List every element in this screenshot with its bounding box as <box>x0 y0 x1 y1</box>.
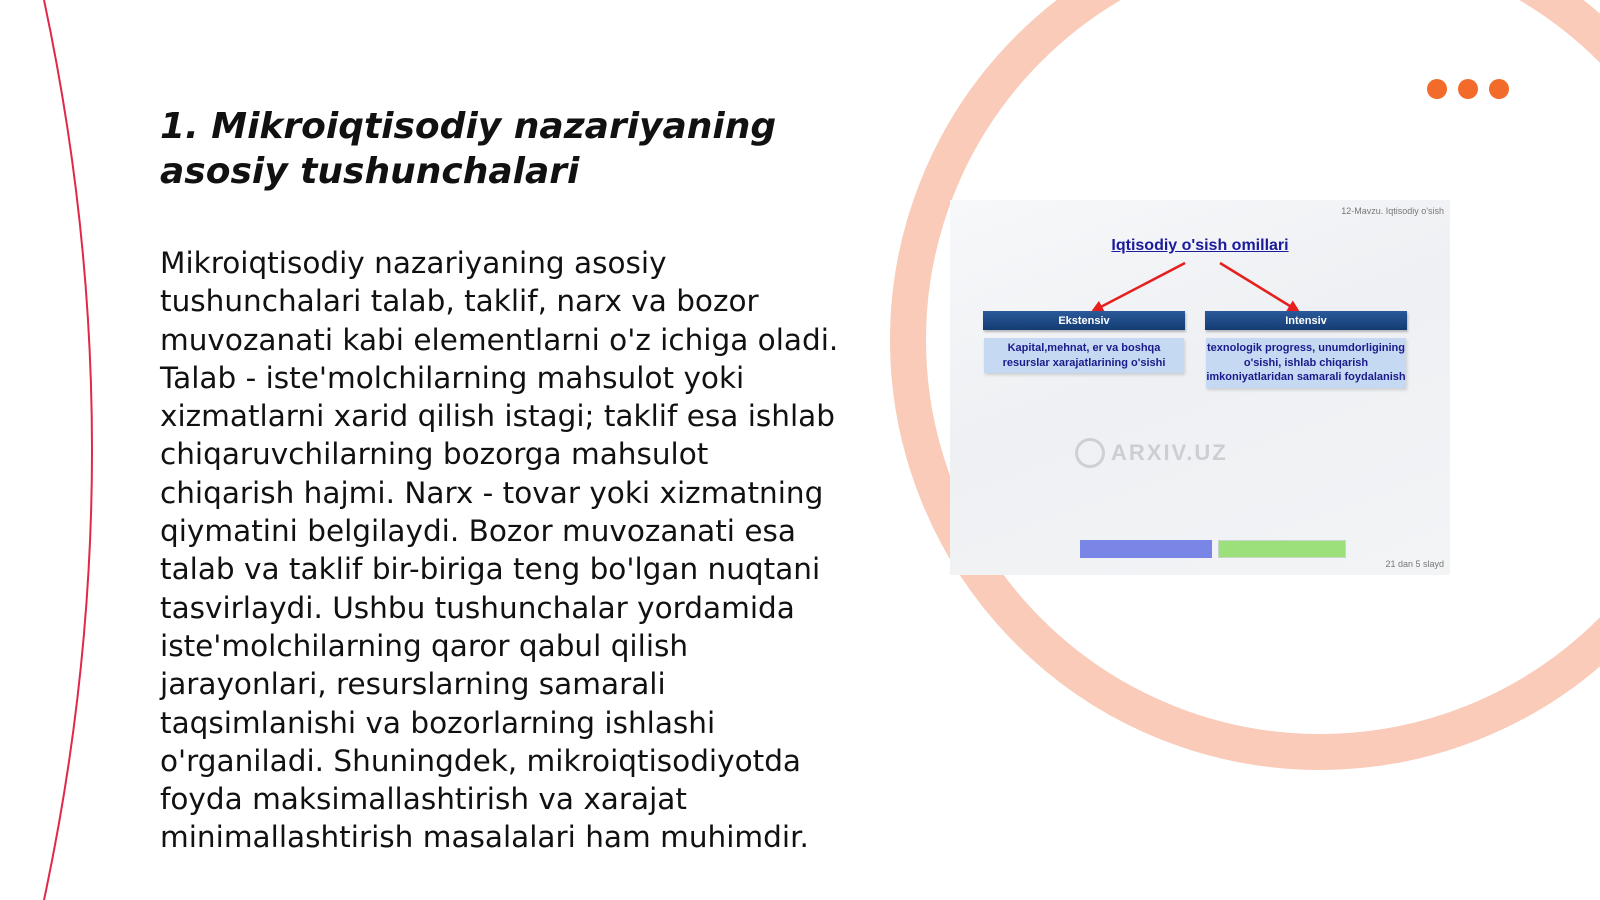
embedded-slide-title: Iqtisodiy o'sish omillari <box>1111 237 1289 254</box>
slide-body-text: Mikroiqtisodiy nazariyaning asosiy tushunchalari talab, taklif, narx va bozor muvozanati kabi elementlarni o'z ichiga oladi. Talab - iste'molchilarning mahsulot yoki xizmatlarni xarid qilish istagi; taklif esa ishlab chiqaruvchilarning bozorga mahsulot chiqarish hajmi. Narx - tovar yoki xizmatning qiymatini belgilaydi. Bozor muvozanati esa talab va taklif bir-biriga teng bo'lgan nuqtani tasvirlaydi. Ushbu tushunchalar yordamida iste'molchilarning qaror qabul qilish jarayonlari, resurslarning samarali taqsimlanishi va bozorlarning ishlashi o'rganiladi. Shuningdek, mikroiqtisodiyotda foyda maksimallashtirish va xarajat minimallashtirish masalalari ham muhimdir. <box>160 246 839 855</box>
menu-dots-icon[interactable] <box>1427 79 1509 99</box>
ekstensiv-description: Kapital,mehnat, er va boshqa resurslar xarajatlarining o'sishi <box>984 338 1184 373</box>
intensiv-description: texnologik progress, unumdorligining o'sishi, ishlab chiqarish imkoniyatlaridan samarali foydalanish <box>1206 338 1406 388</box>
arrows-diagram <box>950 200 1450 575</box>
slide-title: 1. Mikroiqtisodiy nazariyaning asosiy tushunchalari <box>160 106 777 192</box>
watermark <box>1075 438 1228 468</box>
watermark-ring-icon <box>1075 438 1105 468</box>
embedded-slide-image <box>950 200 1450 575</box>
arrow-right <box>1220 263 1298 311</box>
slide-nav-bar-green <box>1218 540 1346 558</box>
left-edge-curve <box>44 0 92 900</box>
watermark-text: ARXIV.UZ <box>1111 440 1228 465</box>
intensiv-heading: Intensiv <box>1205 311 1407 330</box>
slide-footer-note: 21 dan 5 slayd <box>1385 559 1444 569</box>
slide-nav-bar-blue <box>1080 540 1212 558</box>
dot <box>1427 79 1447 99</box>
slide-corner-note: 12-Mavzu. Iqtisodiy o'sish <box>1341 206 1444 216</box>
dot <box>1458 79 1478 99</box>
arrow-left <box>1093 263 1185 311</box>
dot <box>1489 79 1509 99</box>
ekstensiv-heading: Ekstensiv <box>983 311 1185 330</box>
